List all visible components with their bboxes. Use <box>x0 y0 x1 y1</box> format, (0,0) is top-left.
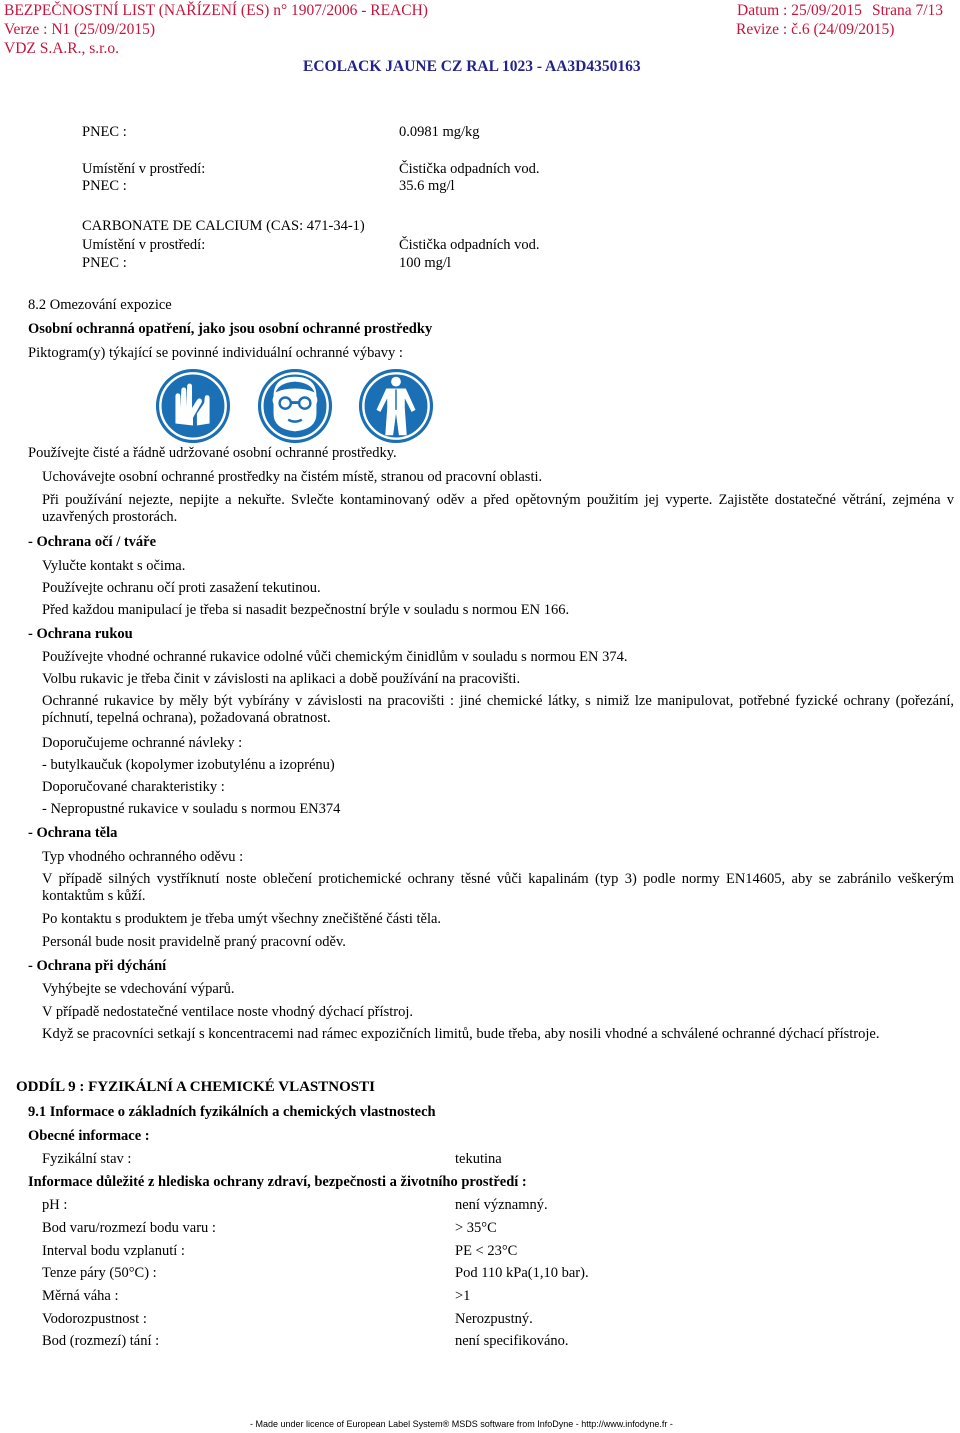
product-name: ECOLACK JAUNE CZ RAL 1023 - AA3D4350163 <box>303 58 641 75</box>
body-protection-text: V případě silných vystříknutí noste oblečení protichemické ochrany těsné vůči kapalinám (typ 3) podle normy EN14605, aby se zabránilo veškerým kontaktům s kůží. <box>42 871 954 904</box>
pnec-value: 0.0981 mg/kg <box>399 124 480 140</box>
ppe-paragraph: Uchovávejte osobní ochranné prostředky na čistém místě, stranou od pracovní oblasti. <box>42 469 543 485</box>
section-heading-9: ODDÍL 9 : FYZIKÁLNÍ A CHEMICKÉ VLASTNOSTI <box>16 1079 375 1095</box>
respiratory-protection-heading: - Ochrana při dýchání <box>28 958 167 974</box>
environment-label: Umístění v prostředí: <box>82 161 206 177</box>
property-label: Vodorozpustnost : <box>42 1311 147 1327</box>
property-label: Bod (rozmezí) tání : <box>42 1333 160 1349</box>
document-date: Datum : 25/09/2015 <box>737 2 862 19</box>
hand-protection-text: Doporučované charakteristiky : <box>42 779 225 795</box>
face-goggles-icon <box>256 367 334 445</box>
environment-value: Čistička odpadních vod. <box>399 237 540 253</box>
pnec-value: 100 mg/l <box>399 255 451 271</box>
body-protection-text: Typ vhodného ochranného oděvu : <box>42 849 244 865</box>
general-info-heading: Obecné informace : <box>28 1128 150 1144</box>
company-name: VDZ S.A.R., s.r.o. <box>4 40 119 57</box>
pictogram-label: Piktogram(y) týkající se povinné individuální ochranné výbavy : <box>28 345 403 361</box>
hand-protection-text: Používejte vhodné ochranné rukavice odolné vůči chemickým činidlům v souladu s normou EN 374. <box>42 649 628 665</box>
hand-protection-text: Ochranné rukavice by měly být vybírány v závislosti na pracovišti : jiné chemické látky, s nimiž lze manipulovat, potřebné fyzické ochrany (pořezání, píchnutí, tepelná ochrana), požadovaná obratnost. <box>42 693 954 726</box>
pnec-label: PNEC : <box>82 255 127 271</box>
document-revision: Revize : č.6 (24/09/2015) <box>736 21 895 38</box>
hand-protection-heading: - Ochrana rukou <box>28 626 133 642</box>
eye-protection-heading: - Ochrana očí / tváře <box>28 534 157 550</box>
property-label: Bod varu/rozmezí bodu varu : <box>42 1220 216 1236</box>
environment-value: Čistička odpadních vod. <box>399 161 540 177</box>
property-label: Interval bodu vzplanutí : <box>42 1243 185 1259</box>
property-label: pH : <box>42 1197 68 1213</box>
property-value: >1 <box>455 1288 471 1304</box>
ppe-paragraph: Při používání nejezte, nepijte a nekuřte. Svlečte kontaminovaný oděv a před opětovným použitím jej vyperte. Zajistěte dostatečné větrání, zejména v uzavřených prostorách. <box>42 492 954 525</box>
respiratory-protection-text: Když se pracovníci setkají s koncentracemi nad rámec expozičních limitů, bude třeba, aby nosili vhodné a schválené ochranné dýchací přístroje. <box>42 1026 880 1042</box>
pnec-label: PNEC : <box>82 178 127 194</box>
eye-protection-text: Vylučte kontakt s očima. <box>42 558 186 574</box>
property-value: není významný. <box>455 1197 548 1213</box>
page-number: Strana 7/13 <box>872 2 944 19</box>
document-title: BEZPEČNOSTNÍ LIST (NAŘÍZENÍ (ES) n° 1907/2006 - REACH) <box>4 2 428 19</box>
eye-protection-text: Používejte ochranu očí proti zasažení tekutinou. <box>42 580 321 596</box>
property-value: Nerozpustný. <box>455 1311 533 1327</box>
environment-label: Umístění v prostředí: <box>82 237 206 253</box>
property-label: Tenze páry (50°C) : <box>42 1265 157 1281</box>
body-protection-text: Po kontaktu s produktem je třeba umýt všechny znečištěné části těla. <box>42 911 442 927</box>
pnec-value: 35.6 mg/l <box>399 178 455 194</box>
ppe-paragraph: Používejte čisté a řádně udržované osobní ochranné prostředky. <box>28 445 397 461</box>
hand-protection-text: Volbu rukavic je třeba činit v závislosti na aplikaci a době používání na pracovišti. <box>42 671 521 687</box>
body-protection-heading: - Ochrana těla <box>28 825 118 841</box>
property-value: > 35°C <box>455 1220 497 1236</box>
gloves-icon <box>154 367 232 445</box>
ppe-heading: Osobní ochranná opatření, jako jsou osobní ochranné prostředky <box>28 321 433 337</box>
footer-note: - Made under licence of European Label System® MSDS software from InfoDyne - http://www.infodyne.fr - <box>250 1419 673 1429</box>
property-value: Pod 110 kPa(1,10 bar). <box>455 1265 589 1281</box>
property-value: není specifikováno. <box>455 1333 569 1349</box>
respiratory-protection-text: V případě nedostatečné ventilace noste vhodný dýchací přístroj. <box>42 1004 413 1020</box>
document-version: Verze : N1 (25/09/2015) <box>4 21 156 38</box>
subsection-heading-9-1: 9.1 Informace o základních fyzikálních a chemických vlastnostech <box>28 1104 436 1120</box>
property-value: tekutina <box>455 1151 502 1167</box>
pnec-label: PNEC : <box>82 124 127 140</box>
substance-name: CARBONATE DE CALCIUM (CAS: 471-34-1) <box>82 218 365 234</box>
respiratory-protection-text: Vyhýbejte se vdechování výparů. <box>42 981 235 997</box>
important-info-heading: Informace důležité z hlediska ochrany zdraví, bezpečnosti a životního prostředí : <box>28 1174 527 1190</box>
property-label: Fyzikální stav : <box>42 1151 132 1167</box>
property-label: Měrná váha : <box>42 1288 119 1304</box>
hand-protection-text: - Nepropustné rukavice v souladu s normou EN374 <box>42 801 341 817</box>
property-value: PE < 23°C <box>455 1243 518 1259</box>
protective-suit-icon <box>357 367 435 445</box>
hand-protection-text: - butylkaučuk (kopolymer izobutylénu a izoprénu) <box>42 757 335 773</box>
body-protection-text: Personál bude nosit pravidelně praný pracovní oděv. <box>42 934 346 950</box>
hand-protection-text: Doporučujeme ochranné návleky : <box>42 735 243 751</box>
section-heading-8-2: 8.2 Omezování expozice <box>28 297 172 313</box>
eye-protection-text: Před každou manipulací je třeba si nasadit bezpečnostní brýle v souladu s normou EN 166. <box>42 602 570 618</box>
